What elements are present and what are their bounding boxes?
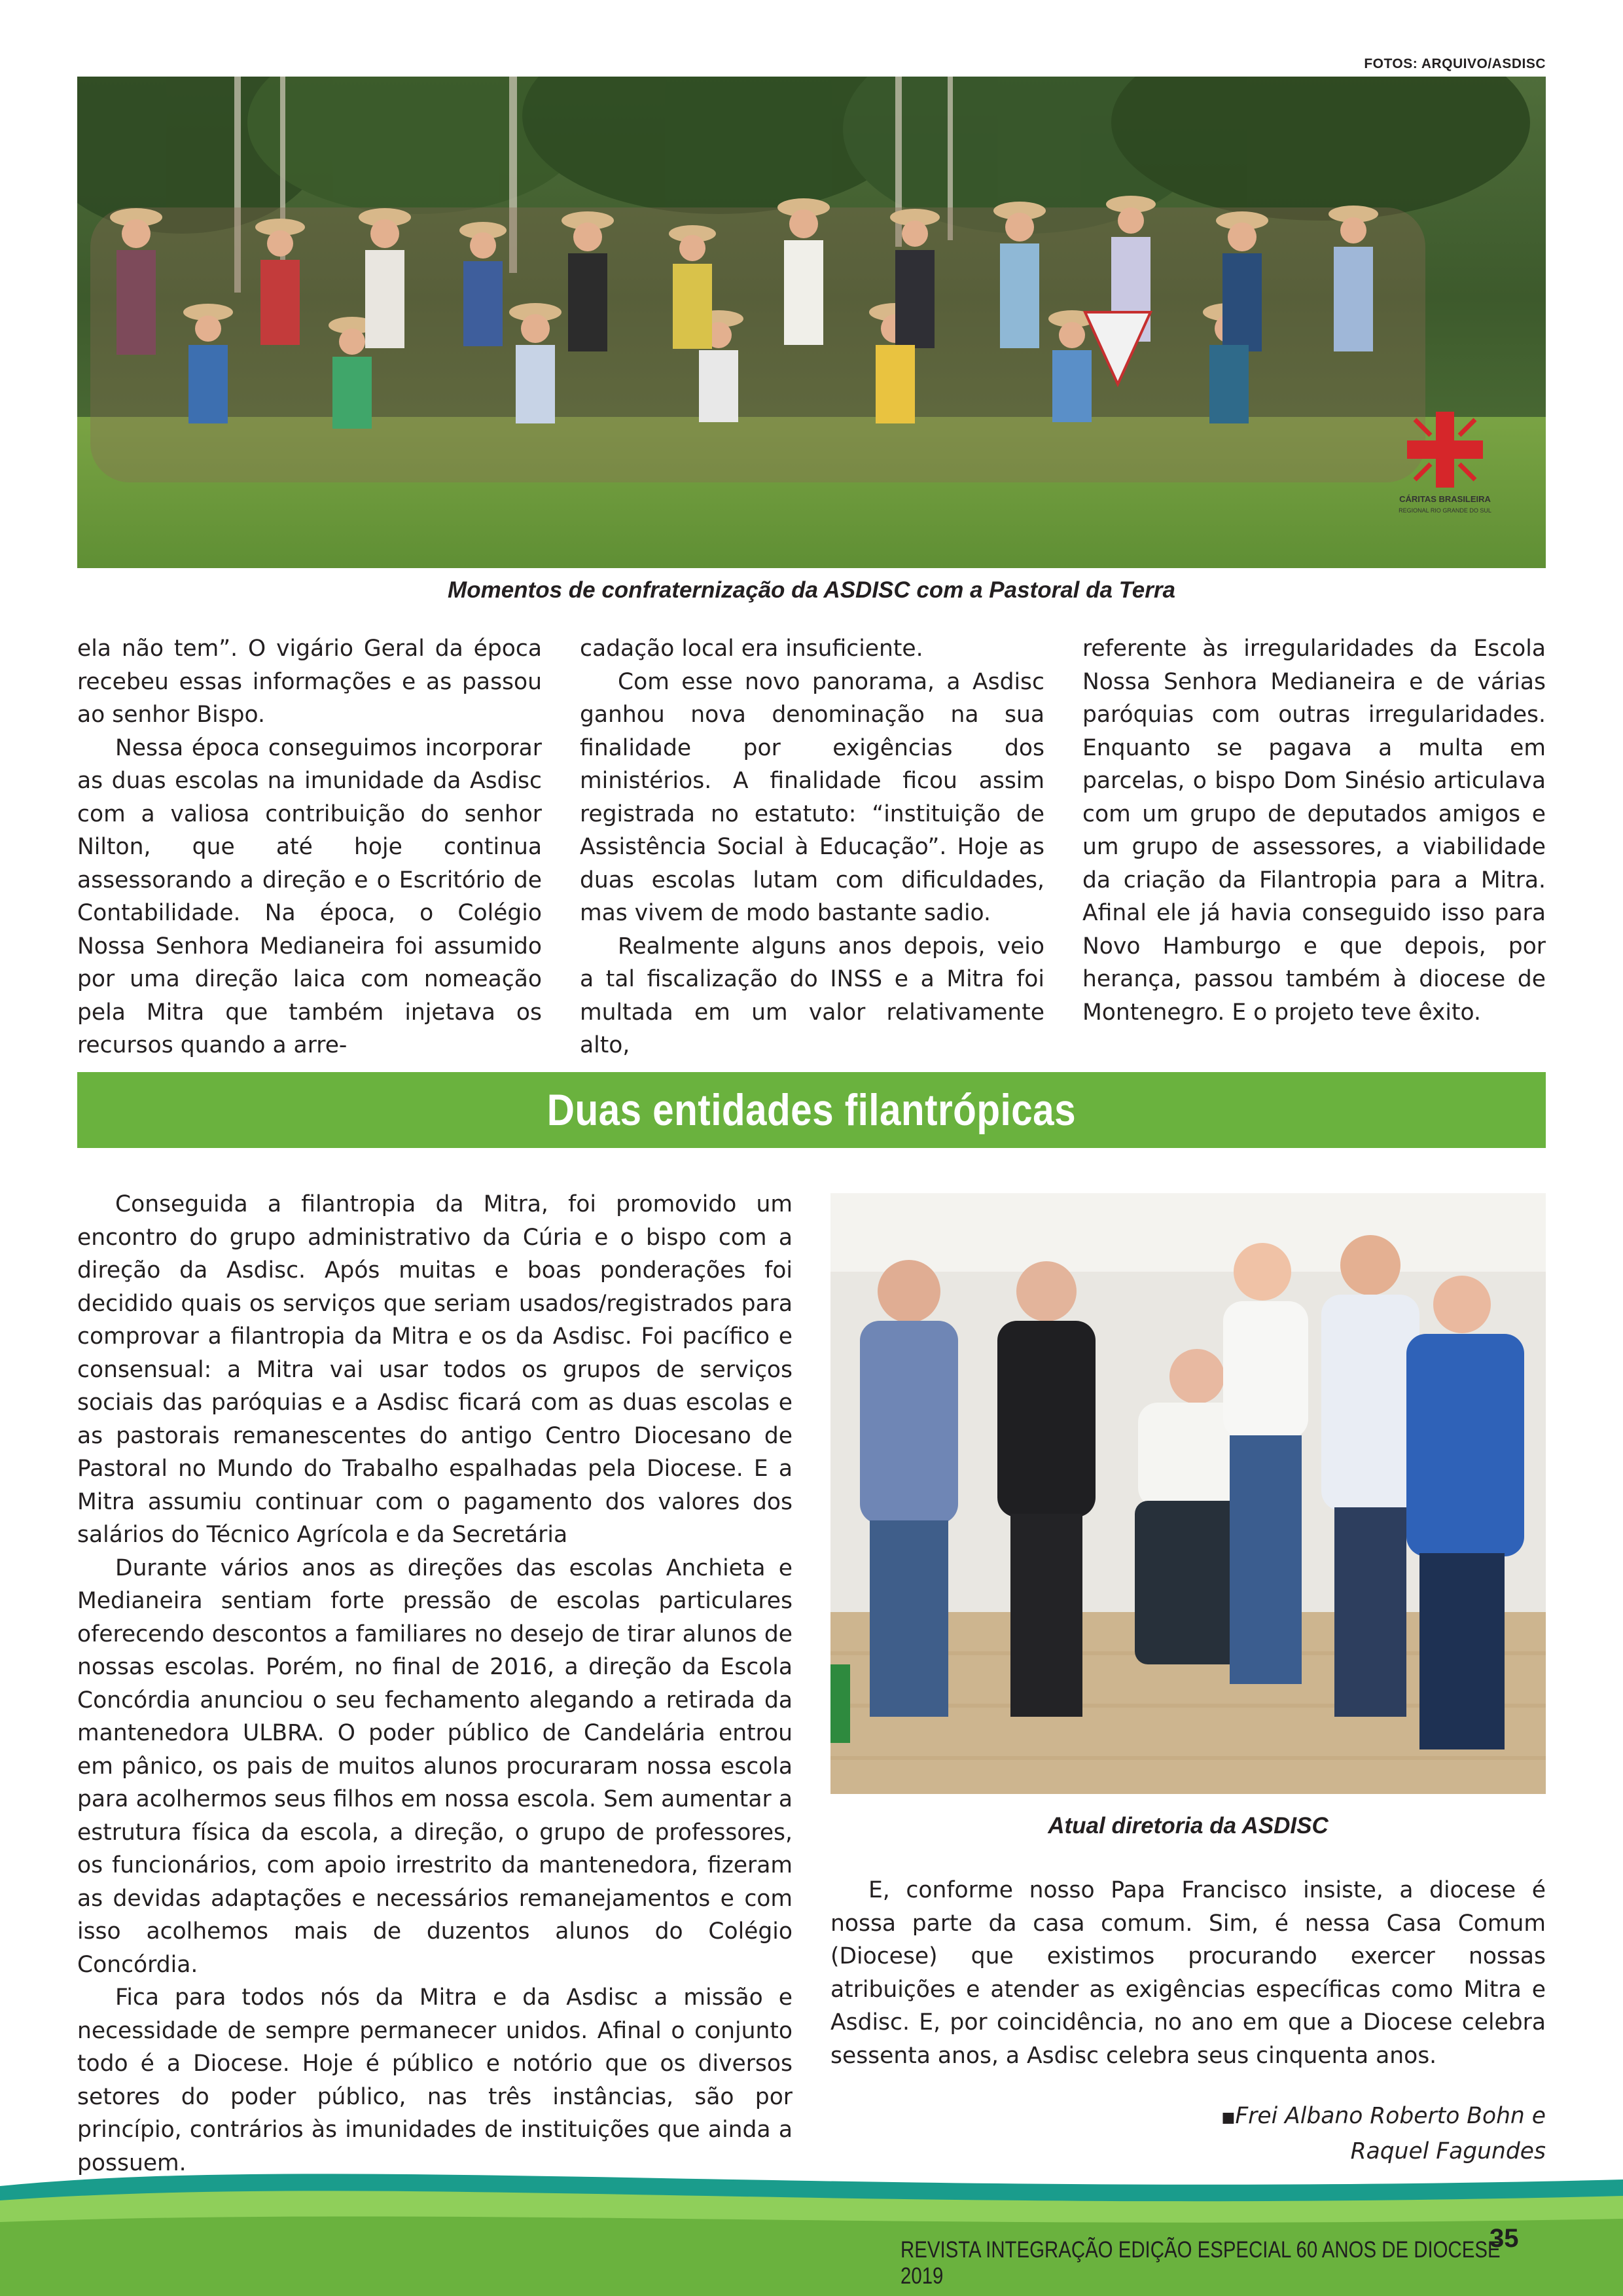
intro-column-2 bbox=[580, 632, 1044, 1062]
author-line-2: Raquel Fagundes bbox=[1350, 2138, 1546, 2164]
group-photo-pastoral-da-terra bbox=[77, 77, 1546, 568]
author-marker: ■ bbox=[1221, 2109, 1236, 2126]
caritas-logo-subtitle: REGIONAL RIO GRANDE DO SUL bbox=[1399, 507, 1491, 514]
caritas-logo-name: CÁRITAS BRASILEIRA bbox=[1399, 494, 1491, 504]
section-banner bbox=[77, 1072, 1546, 1148]
paragraph: Nessa época conseguimos incorporar as duas escolas na imunidade da Asdisc com a valiosa contribuição do senhor Nilton, que até hoje continua assessorando a direção e o Escritório de Contabilidade. Na época, o Colégio Nossa Senhora Medianeira foi assumido por uma direção laica com nomeação pela Mitra que também injetava os recursos quando a arre- bbox=[77, 734, 542, 1058]
paragraph: referente às irregularidades da Escola Nossa Senhora Medianeira e de várias paróquias com outras irregularidades. Enquanto se pagava a multa em parcelas, o bispo Dom Sinésio articulava com um grupo de deputados amigos e um grupo de assessores, a viabilidade da criação da Filantropia para a Mitra. Afinal ele já havia conseguido isso para Novo Hamburgo e que depois, por herança, passou também à diocese de Montenegro. E o projeto teve êxito. bbox=[1082, 636, 1546, 1026]
paragraph: Conseguida a filantropia da Mitra, foi promovido um encontro do grupo administrativo da Cúria e o bispo com a direção da Asdisc. Após muitas e boas ponderações foi decidido quais os serviços que seriam usados/registrados para comprovar a filantropia da Mitra e os da Asdisc. Foi pacífico e consensual: a Mitra vai usar todos os grupos de serviços sociais das paróquias e a Asdisc ficará com as duas escolas e as pastorais remanescentes do antigo Centro Diocesano de Pastoral no Mundo do Trabalho espalhadas pela Diocese. E a Mitra assumiu continuar com o pagamento dos valores dos salários do Técnico Agrícola e da Secretária bbox=[77, 1191, 793, 1548]
section-title: Duas entidades filantrópicas bbox=[546, 1085, 1077, 1135]
paragraph: ela não tem”. O vigário Geral da época recebeu essas informações e as passou ao senhor Bispo. bbox=[77, 636, 542, 728]
photo-credit: FOTOS: ARQUIVO/ASDISC bbox=[1364, 56, 1546, 71]
paragraph: E, conforme nosso Papa Francisco insiste, a diocese é nossa parte da casa comum. Sim, é nessa Casa Comum (Diocese) que existimos procurando exercer nossas atribuições e atender as exigências específicas como Mitra e Asdisc. E, por coincidência, no ano em que a Diocese celebra sessenta anos, a Asdisc celebra seus cinquenta anos. bbox=[830, 1877, 1546, 2069]
paragraph: Realmente alguns anos depois, veio a tal fiscalização do INSS e a Mitra foi multada em um valor relativamente alto, bbox=[580, 933, 1044, 1058]
section-body bbox=[77, 1188, 793, 2179]
paragraph: cadação local era insuficiente. bbox=[580, 636, 923, 662]
top-photo-caption: Momentos de confraternização da ASDISC com a Pastoral da Terra bbox=[448, 577, 1175, 603]
paragraph: Durante vários anos as direções das escolas Anchieta e Medianeira sentiam forte pressão de escolas particulares oferecendo descontos a familiares no desejo de tirar alunos de nossas escolas. Porém, no final de 2016, a direção da Escola Concórdia anunciou o seu fechamento alegando a retirada da mantenedora ULBRA. O poder público de Candelária entrou em pânico, os pais de muitos alunos procuraram nossa escola para acolhermos seus filhos em nossa escola. Sem aumentar a estrutura física da escola, a direção, o grupo de professores, os funcionários, com apoio irrestrito da mantenedora, fizeram as devidas adaptações e necessários remanejamentos e com isso acolhemos mais de duzentos alunos do Colégio Concórdia. bbox=[77, 1554, 793, 1978]
board-photo-caption: Atual diretoria da ASDISC bbox=[1048, 1813, 1329, 1839]
intro-column-3 bbox=[1082, 632, 1546, 1029]
footer-publication: REVISTA INTEGRAÇÃO EDIÇÃO ESPECIAL 60 ANOS DE DIOCESE 2019 bbox=[901, 2237, 1501, 2289]
author-line-1: Frei Albano Roberto Bohn e bbox=[1235, 2103, 1546, 2129]
paragraph: Fica para todos nós da Mitra e da Asdisc a missão e necessidade de sempre permanecer unidos. Afinal o conjunto todo é a Diocese. Hoje é público e notório que os diversos setores do poder público, nas três instâncias, são por princípio, contrários às imunidades de instituições que ainda a possuem. bbox=[77, 1984, 793, 2176]
closing-paragraph bbox=[830, 1874, 1546, 2072]
intro-column-1 bbox=[77, 632, 542, 1062]
paragraph: Com esse novo panorama, a Asdisc ganhou nova denominação na sua finalidade por exigências dos ministérios. A finalidade ficou assim registrada no estatuto: “instituição de Assistência Social à Educação”. Hoje as duas escolas lutam com dificuldades, mas vivem de modo bastante sadio. bbox=[580, 668, 1044, 926]
author-signature bbox=[1088, 2100, 1546, 2168]
asdisc-board-photo bbox=[830, 1193, 1546, 1794]
page-number: 35 bbox=[1489, 2224, 1519, 2253]
